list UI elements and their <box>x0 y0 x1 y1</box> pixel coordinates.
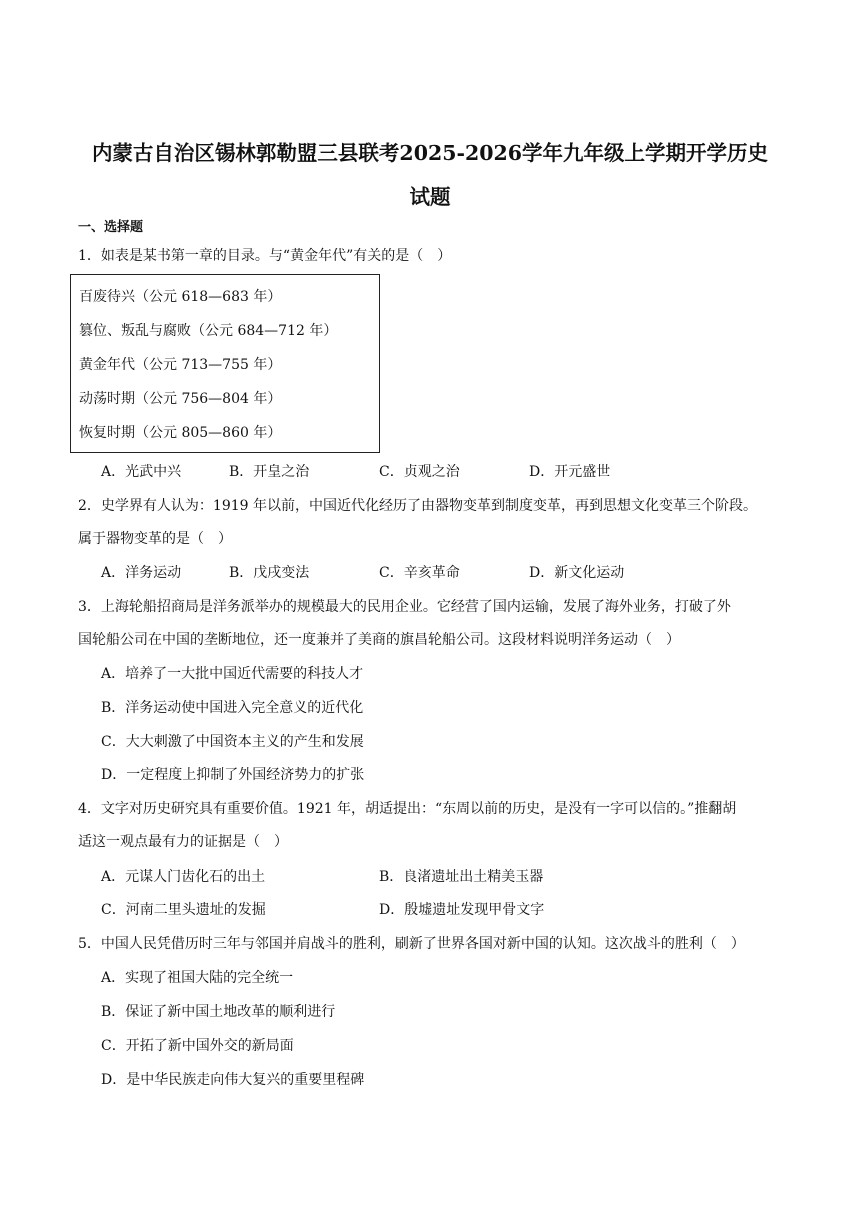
question-1-option-b[interactable]: B．开皇之治 <box>229 464 310 480</box>
toc-item: 百废待兴（公元 618—683 年） <box>79 289 282 305</box>
question-5-option-c[interactable]: C．开拓了新中国外交的新局面 <box>101 1038 294 1054</box>
question-1-option-d[interactable]: D．开元盛世 <box>529 464 611 480</box>
question-2-option-b[interactable]: B．戊戌变法 <box>229 565 310 581</box>
question-4-option-b[interactable]: B．良渚遗址出土精美玉器 <box>379 869 544 885</box>
toc-item: 篡位、叛乱与腐败（公元 684—712 年） <box>79 323 338 339</box>
question-3-option-c[interactable]: C．大大刺激了中国资本主义的产生和发展 <box>101 734 364 750</box>
question-5-option-b[interactable]: B．保证了新中国土地改革的顺利进行 <box>101 1004 336 1020</box>
question-3-option-a[interactable]: A．培养了一大批中国近代需要的科技人才 <box>101 666 364 682</box>
toc-item: 恢复时期（公元 805—860 年） <box>79 425 282 441</box>
question-1-toc-box <box>70 274 380 453</box>
page-title-line1: 内蒙古自治区锡林郭勒盟三县联考2025-2026学年九年级上学期开学历史 <box>91 141 769 165</box>
question-3-stem-line2: 国轮船公司在中国的垄断地位，还一度兼并了美商的旗昌轮船公司。这段材料说明洋务运动（ ） <box>78 632 680 648</box>
question-5-stem: 5．中国人民凭借历时三年与邻国并肩战斗的胜利，刷新了世界各国对新中国的认知。这次战斗的胜利（ ） <box>78 936 745 952</box>
question-2-stem-line2: 属于器物变革的是（ ） <box>78 531 232 547</box>
question-2-option-c[interactable]: C．辛亥革命 <box>379 565 460 581</box>
question-1-option-c[interactable]: C．贞观之治 <box>379 464 460 480</box>
question-3-stem-line1: 3．上海轮船招商局是洋务派举办的规模最大的民用企业。它经营了国内运输，发展了海外业务，打破了外 <box>78 599 731 615</box>
question-1-stem: 1．如表是某书第一章的目录。与“黄金年代”有关的是（ ） <box>78 248 452 264</box>
section-heading: 一、选择题 <box>78 220 144 235</box>
question-4-option-c[interactable]: C．河南二里头遗址的发掘 <box>101 902 266 918</box>
toc-item: 动荡时期（公元 756—804 年） <box>79 391 282 407</box>
question-2-option-a[interactable]: A．洋务运动 <box>101 565 182 581</box>
question-5-option-a[interactable]: A．实现了祖国大陆的完全统一 <box>101 970 294 986</box>
question-3-option-d[interactable]: D．一定程度上抑制了外国经济势力的扩张 <box>101 767 365 783</box>
toc-item: 黄金年代（公元 713—755 年） <box>79 357 282 373</box>
question-2-stem-line1: 2．史学界有人认为：1919 年以前，中国近代化经历了由器物变革到制度变革，再到思想文化变革三个阶段。 <box>78 498 757 514</box>
question-4-option-a[interactable]: A．元谋人门齿化石的出土 <box>101 869 266 885</box>
question-1-option-a[interactable]: A．光武中兴 <box>101 464 182 480</box>
question-4-stem-line2: 适这一观点最有力的证据是（ ） <box>78 834 288 850</box>
question-5-option-d[interactable]: D．是中华民族走向伟大复兴的重要里程碑 <box>101 1072 365 1088</box>
question-2-option-d[interactable]: D．新文化运动 <box>529 565 625 581</box>
question-4-stem-line1: 4．文字对历史研究具有重要价值。1921 年，胡适提出：“东周以前的历史，是没有一字可以信的。”推翻胡 <box>78 801 737 817</box>
page-title-line2: 试题 <box>409 185 451 209</box>
question-4-option-d[interactable]: D．殷墟遗址发现甲骨文字 <box>379 902 545 918</box>
question-3-option-b[interactable]: B．洋务运动使中国进入完全意义的近代化 <box>101 700 364 716</box>
